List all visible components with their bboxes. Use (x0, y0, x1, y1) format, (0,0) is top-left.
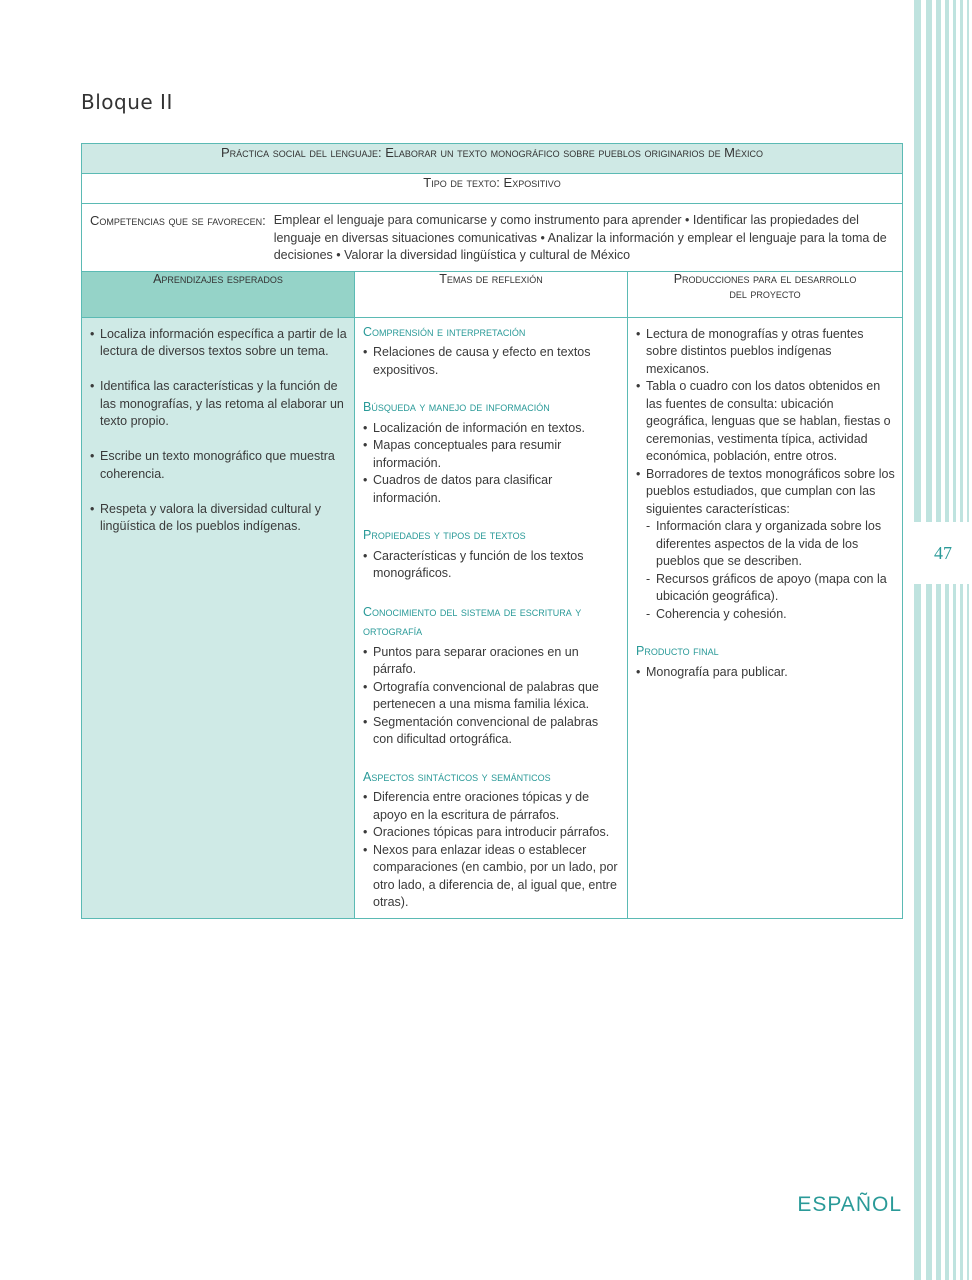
list-item: • Monografía para publicar. (636, 664, 896, 682)
list-item: • Relaciones de causa y efecto en textos expositivos. (363, 344, 621, 379)
final-product-title: Producto final (636, 644, 719, 658)
text-type: Tipo de texto: Expositivo (82, 174, 903, 204)
temas-column (355, 317, 628, 918)
list-item: • Diferencia entre oraciones tópicas y de apoyo en la escritura de párrafos. (363, 789, 621, 824)
list-item: • Escribe un texto monográfico que muestra coherencia. (90, 448, 348, 483)
planning-table (81, 143, 903, 919)
list-item: • Localiza información específica a partir de la lectura de diversos textos sobre un tema. (90, 326, 348, 361)
col-header-producciones: Producciones para el desarrollo del proyecto (628, 271, 903, 317)
list-item: - Recursos gráficos de apoyo (mapa con la ubicación geográfica). (646, 571, 896, 606)
list-item: • Respeta y valora la diversidad cultural y lingüística de los pueblos indígenas. (90, 501, 348, 536)
section-title: Comprensión e interpretación (363, 324, 526, 339)
decorative-stripes (914, 0, 972, 1280)
col-header-aprendizajes: Aprendizajes esperados (82, 271, 355, 317)
list-item: • Características y función de los textos monográficos. (363, 548, 621, 583)
text-type-row (82, 174, 903, 204)
list-item: • Borradores de textos monográficos sobre los pueblos estudiados, que cumplan con las siguientes características: (636, 466, 896, 519)
list-item: • Nexos para enlazar ideas o establecer comparaciones (en cambio, por un lado, por otro lado, a diferencia de, al igual que, entre otras). (363, 842, 621, 912)
list-item: - Información clara y organizada sobre los diferentes aspectos de la vida de los pueblos que se describen. (646, 518, 896, 571)
section-title: Aspectos sintácticos y semánticos (363, 769, 551, 784)
list-item: • Tabla o cuadro con los datos obtenidos en las fuentes de consulta: ubicación geográfica, lenguas que se hablan, fiestas o ceremonias, vestimenta típica, actividad económica, población, entre otros. (636, 378, 896, 466)
col-header-temas: Temas de reflexión (355, 271, 628, 317)
aprendizajes-column (82, 317, 355, 918)
list-item: • Lectura de monografías y otras fuentes sobre distintos pueblos indígenas mexicanos. (636, 326, 896, 379)
section-title: Conocimiento del sistema de escritura y ortografía (363, 604, 582, 638)
list-item: • Ortografía convencional de palabras que pertenecen a una misma familia léxica. (363, 679, 621, 714)
column-header-row (82, 271, 903, 317)
content-row (82, 317, 903, 918)
list-item: - Coherencia y cohesión. (646, 606, 896, 624)
list-item: • Localización de información en textos. (363, 420, 621, 438)
subject-label: ESPAÑOL (797, 1193, 902, 1216)
table-title: Práctica social del lenguaje: Elaborar un texto monográfico sobre pueblos originarios de México (82, 144, 903, 174)
competencies-text: Emplear el lenguaje para comunicarse y como instrumento para aprender • Identificar las propiedades del lenguaje en diversas situaciones comunicativas • Analizar la información y emplear el lenguaje para la toma de decisiones • Valorar la diversidad lingüística y cultural de México (273, 213, 887, 262)
list-item: • Puntos para separar oraciones en un párrafo. (363, 644, 621, 679)
section-title: Búsqueda y manejo de información (363, 400, 550, 414)
characteristics-list (636, 518, 896, 623)
list-item: • Cuadros de datos para clasificar información. (363, 472, 621, 507)
list-item: • Oraciones tópicas para introducir párrafos. (363, 824, 621, 842)
competencies-row (82, 204, 903, 272)
block-title: Bloque II (81, 90, 173, 114)
producciones-column (628, 317, 903, 918)
section-title: Propiedades y tipos de textos (363, 528, 526, 542)
list-item: • Identifica las características y la función de las monografías, y las retoma al elaborar un texto propio. (90, 378, 348, 431)
table-title-row (82, 144, 903, 174)
competencies-label: Competencias que se favorecen: (90, 213, 266, 228)
page-number: 47 (934, 543, 952, 563)
list-item: • Segmentación convencional de palabras con dificultad ortográfica. (363, 714, 621, 749)
list-item: • Mapas conceptuales para resumir información. (363, 437, 621, 472)
